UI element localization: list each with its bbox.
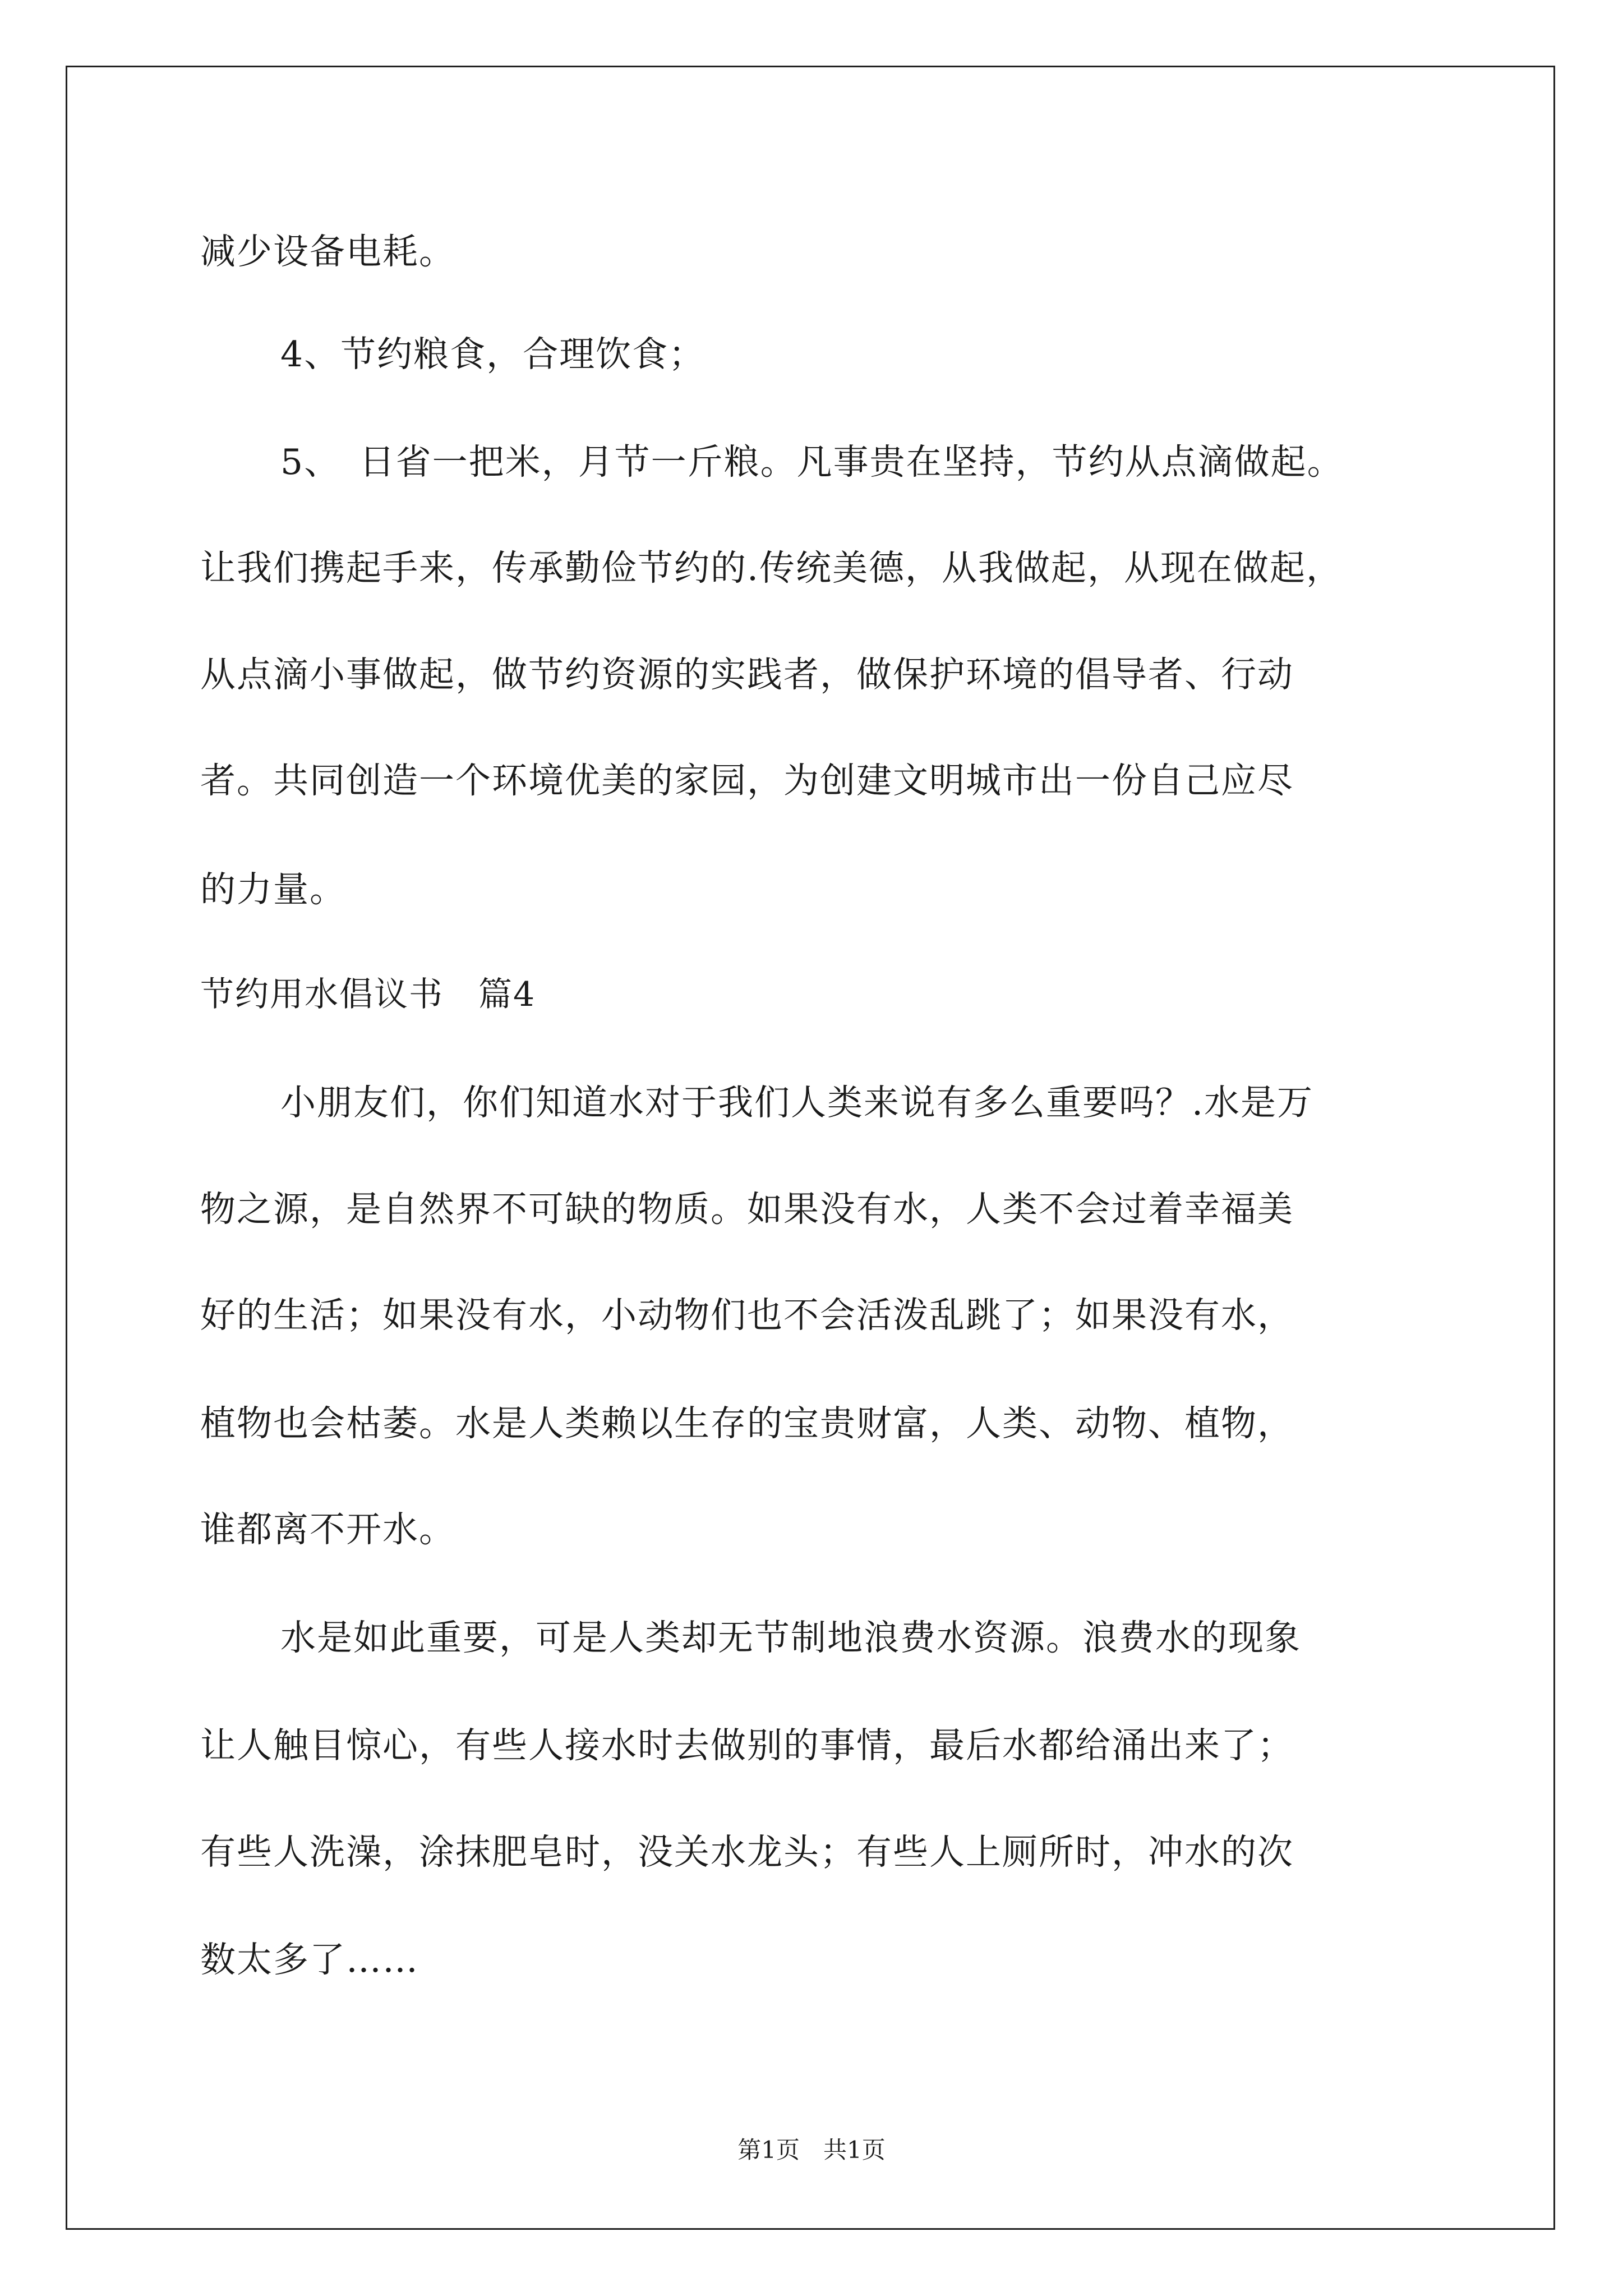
text-line-17: 数太多了…… [200, 1939, 419, 1980]
text-line-16: 有些人洗澡，涂抹肥皂时，没关水龙头；有些人上厕所时，冲水的次 [200, 1832, 1294, 1872]
text-line-10: 物之源，是自然界不可缺的物质。如果没有水，人类不会过着幸福美 [200, 1189, 1294, 1230]
text-line-3: 5、 日省一把米，月节一斤粮。凡事贵在坚持，节约从点滴做起。 [280, 441, 1344, 482]
text-line-6: 者。共同创造一个环境优美的家园，为创建文明城市出一份自己应尽 [200, 760, 1294, 801]
text-line-15: 让人触目惊心，有些人接水时去做别的事情，最后水都给涌出来了； [200, 1725, 1294, 1766]
section-heading: 节约用水倡议书 篇4 [200, 975, 536, 1014]
text-line-14: 水是如此重要，可是人类却无节制地浪费水资源。浪费水的现象 [280, 1617, 1301, 1658]
text-line-13: 谁都离不开水。 [200, 1509, 455, 1550]
text-line-4: 让我们携起手来，传承勤俭节约的.传统美德，从我做起，从现在做起， [200, 547, 1343, 588]
text-line-11: 好的生活；如果没有水，小动物们也不会活泼乱跳了；如果没有水， [200, 1295, 1294, 1336]
text-line-7: 的力量。 [200, 869, 346, 910]
text-line-1: 减少设备电耗。 [200, 231, 455, 272]
text-line-2: 4、节约粮食，合理饮食； [280, 334, 706, 375]
text-line-9: 小朋友们，你们知道水对于我们人类来说有多么重要吗？.水是万 [280, 1082, 1314, 1123]
text-line-5: 从点滴小事做起，做节约资源的实践者，做保护环境的倡导者、行动 [200, 654, 1294, 695]
page-number-footer: 第1页 共1页 [737, 2136, 886, 2164]
text-line-12: 植物也会枯萎。水是人类赖以生存的宝贵财富，人类、动物、植物， [200, 1403, 1294, 1444]
page-border [66, 66, 1555, 2230]
